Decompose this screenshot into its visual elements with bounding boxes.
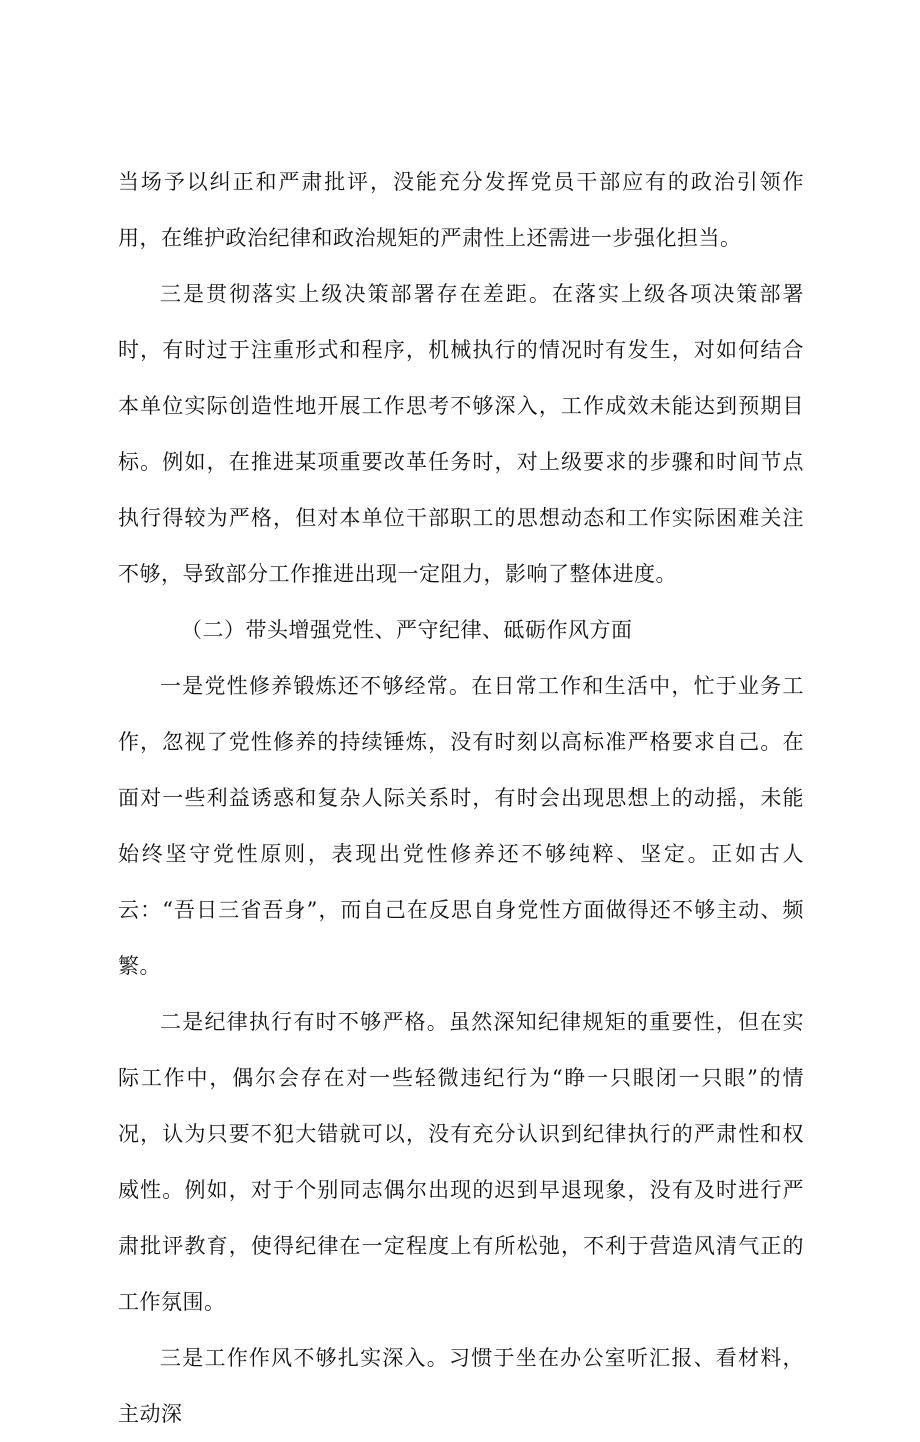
- paragraph-point-two-discipline: 二是纪律执行有时不够严格。虽然深知纪律规矩的重要性，但在实际工作中，偶尔会存在对一些轻微违纪行为“睁一只眼闭一只眼”的情况，认为只要不犯大错就可以，没有充分认识到纪律执行的严肃性和权威性。例如，对于个别同志偶尔出现的迟到早退现象，没有及时进行严肃批评教育，使得纪律在一定程度上有所松弛，不利于营造风清气正的工作氛围。: [118, 1010, 804, 1314]
- paragraph-point-three-work-style: 三是工作作风不够扎实深入。习惯于坐在办公室听汇报、看材料，主动深: [118, 1346, 804, 1426]
- section-heading-two: （二）带头增强党性、严守纪律、砥砺作风方面: [181, 618, 633, 642]
- paragraph-continuation: 当场予以纠正和严肃批评，没能充分发挥党员干部应有的政治引领作用，在维护政治纪律和政治规矩的严肃性上还需进一步强化担当。: [118, 170, 804, 250]
- paragraph-point-three-decisions: 三是贯彻落实上级决策部署存在差距。在落实上级各项决策部署时，有时过于注重形式和程序，机械执行的情况时有发生，对如何结合本单位实际创造性地开展工作思考不够深入，工作成效未能达到预期目标。例如，在推进某项重要改革任务时，对上级要求的步骤和时间节点执行得较为严格，但对本单位干部职工的思想动态和工作实际困难关注不够，导致部分工作推进出现一定阻力，影响了整体进度。: [118, 282, 804, 586]
- document-body: [118, 154, 804, 1442]
- paragraph-point-one-party-spirit: 一是党性修养锻炼还不够经常。在日常工作和生活中，忙于业务工作，忽视了党性修养的持续锤炼，没有时刻以高标准严格要求自己。在面对一些利益诱惑和复杂人际关系时，有时会出现思想上的动摇，未能始终坚守党性原则，表现出党性修养还不够纯粹、坚定。正如古人云：“吾日三省吾身”，而自己在反思自身党性方面做得还不够主动、频繁。: [118, 674, 804, 978]
